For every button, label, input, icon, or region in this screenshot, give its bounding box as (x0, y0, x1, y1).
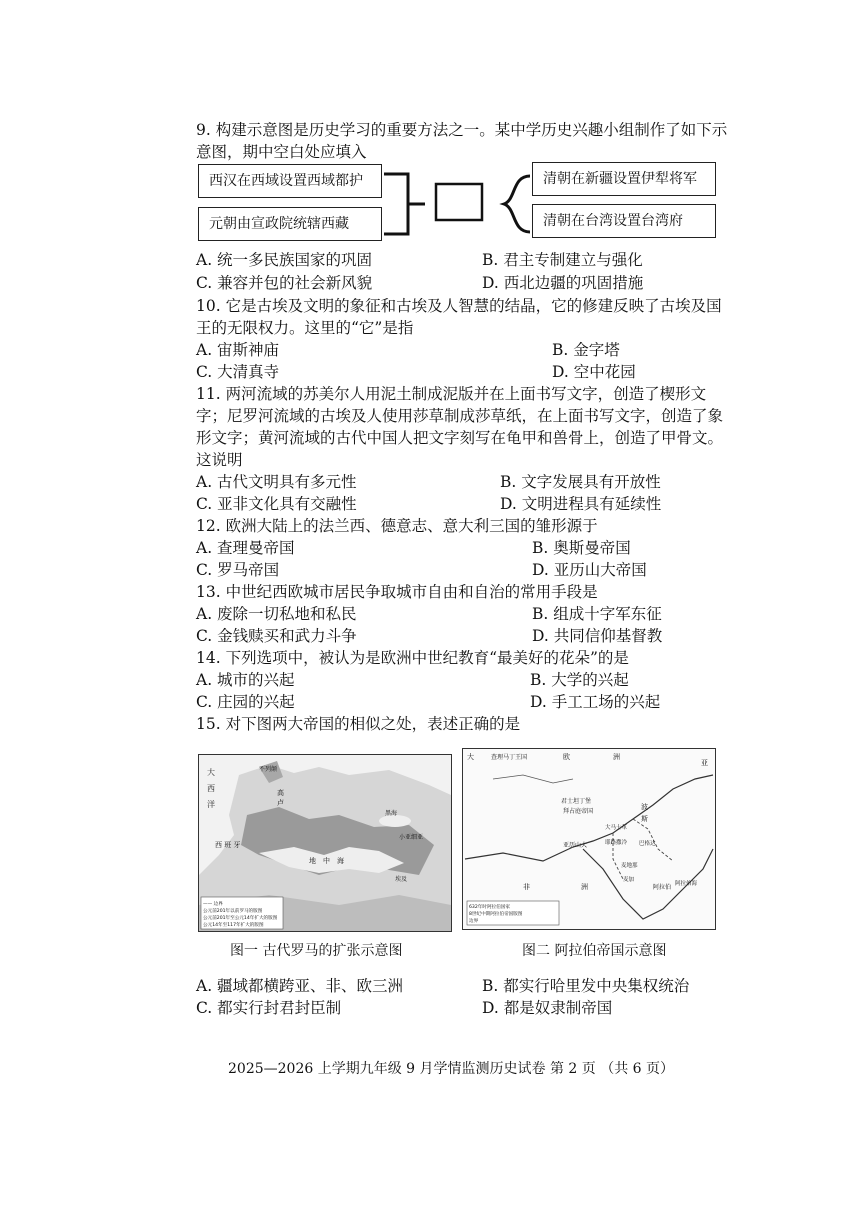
q9-left-box-2: 元朝由宣政院统辖西藏 (198, 207, 382, 241)
roman-map-label: 西 班 牙 (215, 841, 241, 849)
q9-option-b: B. 君主专制建立与强化 (482, 251, 643, 269)
roman-map-label: 黑海 (385, 810, 398, 817)
page-footer: 2025—2026 上学期九年级 9 月学情监测历史试卷 第 2 页 （共 6 页） (228, 1061, 675, 1077)
arab-map-label: 阿拉伯 (653, 884, 672, 891)
q9-right-box-2: 清朝在台湾设置台湾府 (532, 204, 716, 238)
arab-map-label: 大 (467, 753, 474, 761)
map-arab-empire (462, 748, 716, 930)
arab-map-label: 亚历山大 (563, 842, 588, 849)
roman-map-legend-item: 公元前201年至公元14年扩大的版图 (203, 916, 278, 921)
roman-map-label: 埃及 (395, 876, 408, 883)
q9-stem-line1: 9. 构建示意图是历史学习的重要方法之一。某中学历史兴趣小组制作了如下示 (196, 121, 728, 139)
q11-option-c: C. 亚非文化具有交融性 (196, 495, 357, 513)
roman-map-label: 卢 (277, 799, 284, 807)
q11-option-b: B. 文字发展具有开放性 (500, 473, 661, 491)
q10-option-d: D. 空中花园 (552, 363, 636, 381)
q13-stem: 13. 中世纪西欧城市居民争取城市自由和自治的常用手段是 (196, 583, 598, 601)
arab-map-label: 洲 (581, 883, 588, 891)
q14-stem: 14. 下列选项中，被认为是欧洲中世纪教育“最美好的花朵”的是 (196, 649, 629, 667)
roman-map-legend-item: 公元14年至117年扩大的版图 (203, 923, 264, 928)
q11-stem-line2: 字；尼罗河流域的古埃及人使用莎草制成莎草纸，在上面书写文字，创造了象 (196, 407, 724, 425)
roman-map-figure (199, 755, 451, 931)
q9-option-d: D. 西北边疆的巩固措施 (482, 274, 644, 292)
q15-option-d: D. 都是奴隶制帝国 (482, 999, 613, 1017)
map2-caption: 图二 阿拉伯帝国示意图 (522, 943, 667, 959)
q9-left-box-1: 西汉在西域设置西域都护 (198, 164, 382, 198)
arab-map-label: 大马士革 (605, 825, 628, 831)
q11-option-d: D. 文明进程具有延续性 (500, 495, 662, 513)
q9-option-a: A. 统一多民族国家的巩固 (196, 251, 373, 269)
arab-map-label: 君士坦丁堡 (561, 798, 592, 805)
q11-stem-line4: 这说明 (196, 451, 243, 469)
map-roman-expansion (198, 754, 452, 932)
q15-option-a: A. 疆域都横跨亚、非、欧三洲 (196, 977, 404, 995)
arab-map-label: 麦地那 (621, 863, 638, 869)
q15-stem: 15. 对下图两大帝国的相似之处，表述正确的是 (196, 715, 521, 733)
q11-stem-line3: 形文字；黄河流域的古代中国人把文字刻写在龟甲和兽骨上，创造了甲骨文。 (196, 429, 724, 447)
q10-option-a: A. 宙斯神庙 (196, 341, 280, 359)
arab-map-label: 阿拉伯海 (675, 881, 698, 887)
q11-option-a: A. 古代文明具有多元性 (196, 473, 357, 491)
q11-stem-line1: 11. 两河流域的苏美尔人用泥土制成泥版并在上面书写文字，创造了楔形文 (196, 385, 707, 403)
q12-option-b: B. 奥斯曼帝国 (532, 539, 631, 557)
roman-map-label: 大 (207, 768, 215, 777)
arab-map-label: 斯 (641, 815, 648, 823)
roman-map-label: 地 (309, 857, 316, 865)
arab-map-label: 麦加 (623, 877, 635, 883)
roman-map-label: 西 (207, 784, 215, 793)
q12-stem: 12. 欧洲大陆上的法兰西、德意志、意大利三国的雏形源于 (196, 517, 598, 535)
q12-option-a: A. 查理曼帝国 (196, 539, 295, 557)
roman-map-label: 小亚细亚 (399, 834, 424, 841)
roman-map-legend-item: —— 边界 (203, 902, 223, 907)
map1-caption: 图一 古代罗马的扩张示意图 (230, 943, 403, 959)
q12-option-d: D. 亚历山大帝国 (532, 561, 647, 579)
q9-stem-line2: 意图，期中空白处应填入 (196, 143, 367, 161)
roman-map-legend-item: 公元前201年以前罗马的版图 (203, 909, 263, 914)
q14-option-b: B. 大学的兴起 (530, 671, 629, 689)
arab-map-label: 耶路撒冷 (605, 840, 628, 846)
q14-option-d: D. 手工工场的兴起 (530, 693, 661, 711)
roman-map-label: 海 (337, 857, 344, 865)
q10-stem-line1: 10. 它是古埃及文明的象征和古埃及人智慧的结晶，它的修建反映了古埃及国 (196, 297, 722, 315)
q13-option-c: C. 金钱赎买和武力斗争 (196, 627, 357, 645)
q13-option-b: B. 组成十字军东征 (532, 605, 662, 623)
roman-map-label: 洋 (207, 800, 215, 809)
arab-map-label: 波 (641, 803, 648, 811)
q14-option-a: A. 城市的兴起 (196, 671, 295, 689)
arab-map-label: 欧 (563, 753, 570, 761)
arab-map-label: 非 (523, 883, 530, 891)
q14-option-c: C. 庄园的兴起 (196, 693, 295, 711)
roman-map-label: 中 (323, 857, 330, 865)
q10-stem-line2: 王的无限权力。这里的“它”是指 (196, 319, 414, 337)
q15-option-b: B. 都实行哈里发中央集权统治 (482, 977, 690, 995)
arab-map-label: 亚 (701, 759, 708, 767)
arab-map-label: 巴格达 (639, 841, 656, 847)
q9-option-c: C. 兼容并包的社会新风貌 (196, 274, 373, 292)
arab-map-legend-item: 632年时阿拉伯国家 (469, 905, 510, 910)
q10-option-c: C. 大清真寺 (196, 363, 280, 381)
arab-map-legend-item: 边界 (469, 919, 479, 924)
q15-option-c: C. 都实行封君封臣制 (196, 999, 342, 1017)
arab-map-label: 洲 (613, 753, 620, 761)
q13-option-a: A. 废除一切私地和私民 (196, 605, 357, 623)
arab-map-legend-item: 8世纪中期阿拉伯帝国版图 (469, 912, 523, 917)
q9-diagram-connectors (380, 164, 540, 244)
arab-map-label: 查理马丁王国 (491, 754, 528, 761)
arab-map-figure (463, 749, 715, 929)
q12-option-c: C. 罗马帝国 (196, 561, 280, 579)
arab-map-label: 拜占庭帝国 (563, 808, 594, 815)
roman-map-label: 不列颠 (259, 766, 278, 773)
q9-right-box-1: 清朝在新疆设置伊犁将军 (532, 162, 716, 196)
roman-map-label: 高 (277, 789, 284, 797)
q10-option-b: B. 金字塔 (552, 341, 620, 359)
q13-option-d: D. 共同信仰基督教 (532, 627, 663, 645)
